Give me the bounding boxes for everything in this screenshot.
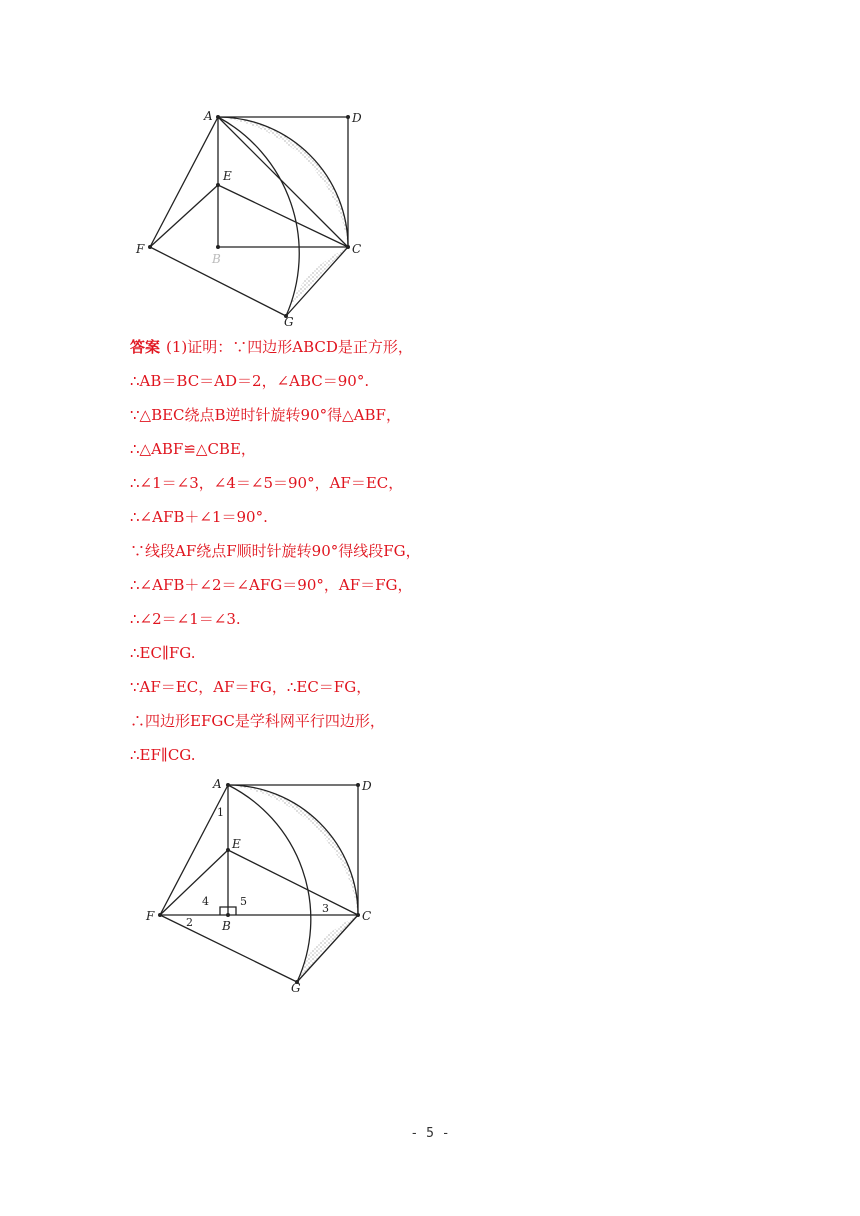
solution-line: ∴∠AFB＋∠2＝∠AFG＝90°，AF＝FG， — [130, 576, 413, 594]
label-f: F — [136, 242, 145, 256]
label-g: G — [284, 315, 294, 329]
solution-text — [130, 334, 690, 776]
label-a: A — [204, 109, 213, 123]
geometry-figure-top — [128, 100, 378, 332]
label-a: A — [213, 777, 222, 791]
answer-label: 答案 — [130, 338, 161, 356]
label-d: D — [352, 111, 362, 125]
angle-mark-3: 3 — [322, 902, 329, 915]
angle-mark-1: 1 — [217, 806, 224, 819]
solution-line: ∴EF∥CG. — [130, 746, 196, 764]
label-b: B — [212, 252, 221, 266]
solution-line: ∴四边形EFGC是学科网平行四边形， — [130, 712, 385, 730]
solution-line: ∴AB＝BC＝AD＝2，∠ABC＝90°. — [130, 372, 370, 390]
geometry-figure-bottom — [140, 770, 390, 995]
solution-line: ∵AF＝EC，AF＝FG，∴EC＝FG， — [130, 678, 372, 696]
solution-line: ∴∠AFB＋∠1＝90°. — [130, 508, 268, 526]
solution-line: ∵线段AF绕点F顺时针旋转90°得线段FG， — [130, 542, 421, 560]
label-e: E — [232, 837, 241, 851]
solution-line: ∴EC∥FG. — [130, 644, 196, 662]
label-c: C — [362, 909, 372, 923]
angle-mark-5: 5 — [240, 895, 247, 908]
label-c: C — [352, 242, 362, 256]
label-g: G — [291, 981, 301, 995]
label-b: B — [222, 919, 231, 933]
label-f: F — [146, 909, 155, 923]
solution-line: ∴△ABF≌△CBE， — [130, 440, 256, 458]
angle-mark-4: 4 — [202, 895, 209, 908]
angle-mark-2: 2 — [186, 916, 193, 929]
page-number: - 5 - — [410, 1126, 450, 1141]
solution-line: ∴∠2＝∠1＝∠3. — [130, 610, 241, 628]
shaded-region — [228, 785, 358, 915]
solution-line: ∵△BEC绕点B逆时针旋转90°得△ABF， — [130, 406, 401, 424]
label-e: E — [223, 169, 232, 183]
label-d: D — [362, 779, 372, 793]
solution-line: 答案 (1)证明：∵四边形ABCD是正方形， — [130, 338, 413, 356]
solution-line: ∴∠1＝∠3，∠4＝∠5＝90°，AF＝EC， — [130, 474, 404, 492]
